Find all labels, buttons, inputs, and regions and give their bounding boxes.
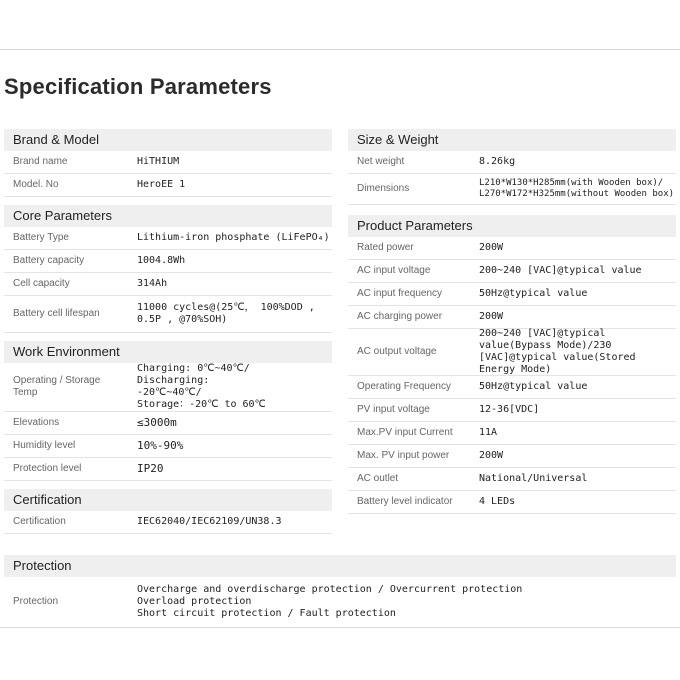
section-brand-model [4, 129, 332, 197]
spec-label: Model. No [13, 179, 59, 190]
section-protection [4, 555, 676, 627]
spec-value: 11A [479, 427, 498, 438]
spec-label: PV input voltage [357, 404, 430, 415]
spec-row [4, 435, 332, 458]
spec-value: IP20 [137, 462, 164, 475]
spec-row [348, 468, 676, 491]
section-certification [4, 489, 332, 534]
spec-row [4, 227, 332, 250]
spec-value: HeroEE 1 [137, 179, 186, 190]
spec-value: 314Ah [137, 278, 168, 289]
spec-value: IEC62040/IEC62109/UN38.3 [137, 516, 282, 527]
spec-row [348, 399, 676, 422]
spec-label: Max. PV input power [357, 450, 450, 461]
spec-value: 200W [479, 311, 504, 322]
bottom-divider [0, 627, 680, 628]
spec-label: AC input frequency [357, 288, 443, 299]
spec-value: National/Universal [479, 473, 588, 484]
spec-label: Certification [13, 516, 66, 527]
section-heading: Size & Weight [348, 129, 676, 151]
section-work-environment [4, 341, 332, 481]
spec-label: Operating Frequency [357, 381, 451, 392]
spec-label: Net weight [357, 156, 405, 167]
spec-row [4, 412, 332, 435]
spec-value: 1004.8Wh [137, 255, 186, 266]
spec-label: Dimensions [357, 183, 410, 194]
spec-row [4, 458, 332, 481]
spec-value: 200~240 [VAC]@typical value [479, 265, 642, 276]
protection-line: Overload protection [137, 596, 252, 607]
section-heading: Product Parameters [348, 215, 676, 237]
spec-label: Battery capacity [13, 255, 85, 266]
spec-row [4, 273, 332, 296]
spec-row [4, 250, 332, 273]
spec-row [348, 491, 676, 514]
spec-row [4, 511, 332, 534]
spec-label: Elevations [13, 417, 60, 428]
spec-label: Cell capacity [13, 278, 70, 289]
spec-value: Charging: 0℃~40℃/ Discharging: -20℃~40℃/ Storage：-20℃ to 60℃ [137, 363, 266, 410]
spec-row [4, 151, 332, 174]
spec-value: 200W [479, 242, 504, 253]
spec-label: AC input voltage [357, 265, 431, 276]
section-heading: Certification [4, 489, 332, 511]
spec-label: Humidity level [13, 440, 76, 451]
spec-row [348, 283, 676, 306]
spec-value: 11000 cycles@(25℃， 100%DOD , 0.5P , @70%SOH) [137, 302, 315, 325]
spec-value: 8.26kg [479, 156, 516, 167]
spec-value: 10%-90% [137, 439, 184, 452]
spec-label: Brand name [13, 156, 68, 167]
spec-value: Lithium-iron phosphate (LiFePO₄) [137, 232, 330, 243]
spec-label: AC outlet [357, 473, 399, 484]
spec-value: 200W [479, 450, 504, 461]
spec-value: L210*W130*H285mm(with Wooden box)/ L270*W172*H325mm(without Wooden box) [479, 178, 675, 199]
spec-label: AC charging power [357, 311, 443, 322]
section-core-parameters [4, 205, 332, 333]
spec-value: ≤3000m [137, 416, 177, 429]
section-product-parameters [348, 215, 676, 514]
spec-value: 200~240 [VAC]@typical value(Bypass Mode)/230 [VAC]@typical value(Stored Energy Mode) [479, 328, 636, 375]
spec-row [4, 174, 332, 197]
spec-label: Protection level [13, 463, 82, 474]
spec-value: HiTHIUM [137, 156, 180, 167]
protection-line: Short circuit protection / Fault protection [137, 608, 396, 619]
spec-value [137, 581, 676, 623]
spec-row [348, 445, 676, 468]
spec-row [348, 174, 676, 205]
page-title: Specification Parameters [4, 74, 272, 99]
spec-value: 50Hz@typical value [479, 288, 588, 299]
spec-label: Battery cell lifespan [13, 308, 100, 319]
section-heading: Brand & Model [4, 129, 332, 151]
spec-row [348, 376, 676, 399]
spec-row [4, 363, 332, 412]
spec-row [4, 296, 332, 333]
top-divider [0, 49, 680, 50]
spec-row [348, 329, 676, 376]
spec-row [348, 260, 676, 283]
spec-label: AC output voltage [357, 346, 437, 357]
right-column [348, 129, 676, 522]
spec-row [4, 577, 676, 627]
spec-label: Battery level indicator [357, 496, 453, 507]
spec-value: 4 LEDs [479, 496, 516, 507]
spec-label: Max.PV input Current [357, 427, 453, 438]
spec-row [348, 151, 676, 174]
spec-value: 50Hz@typical value [479, 381, 588, 392]
section-size-weight [348, 129, 676, 205]
spec-row [348, 422, 676, 445]
spec-label: Battery Type [13, 232, 69, 243]
spec-row [348, 237, 676, 260]
spec-value: 12-36[VDC] [479, 404, 540, 415]
spec-label: Operating / Storage Temp [13, 375, 101, 398]
left-column [4, 129, 332, 542]
section-heading: Work Environment [4, 341, 332, 363]
spec-label: Protection [13, 596, 59, 607]
protection-line: Overcharge and overdischarge protection / Overcurrent protection [137, 584, 523, 595]
section-heading: Protection [4, 555, 676, 577]
spec-label: Rated power [357, 242, 414, 253]
section-heading: Core Parameters [4, 205, 332, 227]
